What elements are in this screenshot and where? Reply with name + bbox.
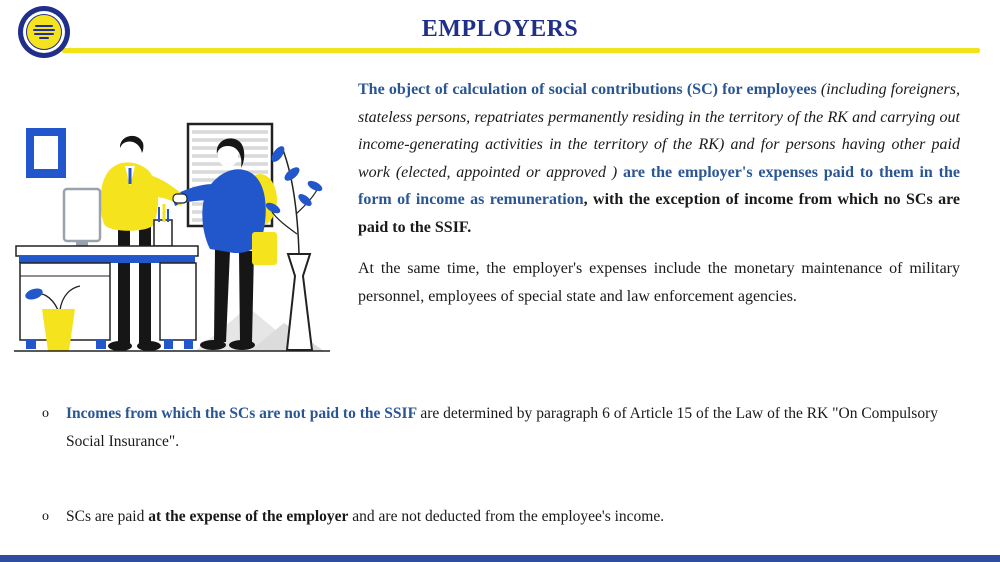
paragraph-object-of-calculation: The object of calculation of social contributions (SC) for employees (including foreigners, stateless persons, repatriates permanently residing in the territory of the RK and carrying out income-generating activities in the territory of the RK) and for persons having other paid work (elected, appointed or approved ) are the employer's expenses paid to them in the form of income as remuneration, with the exception of income from which no SCs are paid to the SSIF.: [358, 81, 960, 236]
paragraph-monetary-maintenance: At the same time, the employer's expenses include the monetary maintenance of military personnel, employees of special state and law enforcement agencies.: [358, 260, 960, 305]
handshake-icon: [173, 194, 187, 203]
footer-accent-bar: [0, 555, 1000, 562]
bullet-incomes-not-paid: [42, 400, 938, 456]
page-title: EMPLOYERS: [421, 16, 579, 42]
header-accent-line: [62, 48, 980, 53]
bullet-list: [42, 400, 938, 531]
bullet-marker: o: [42, 509, 49, 524]
office-handshake-illustration: [12, 104, 334, 360]
main-text-column: [358, 76, 960, 310]
logo-inner-ring: [23, 11, 65, 53]
state-social-insurance-fund-logo-icon: [18, 6, 70, 58]
bullet-text: SCs are paid at the expense of the employer and are not deducted from the employee's income.: [66, 508, 665, 525]
bullet-expense-of-employer: [42, 503, 938, 531]
monitor-icon: [64, 189, 100, 241]
briefcase-icon: [252, 232, 277, 265]
bullet-text: Incomes from which the SCs are not paid to the SSIF are determined by paragraph 6 of Article 15 of the Law of the RK "On Compulsory Social Insurance".: [66, 405, 938, 450]
bullet-marker: o: [42, 406, 49, 421]
logo-emblem: [26, 14, 62, 50]
pencil-cup-icon: [154, 220, 172, 246]
